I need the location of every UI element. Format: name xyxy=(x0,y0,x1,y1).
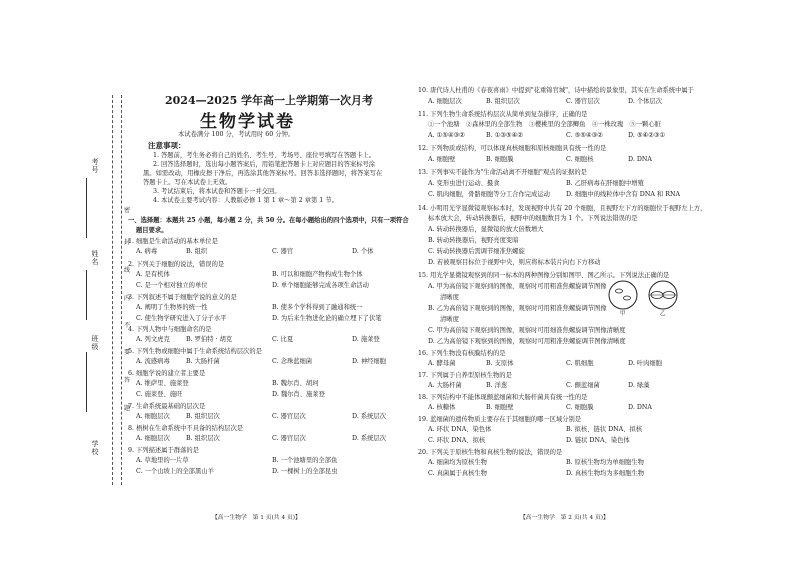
note-2c: 答题卡上。写在本试卷上无效。 xyxy=(143,179,232,186)
notes-title: 注意事项： xyxy=(148,141,186,150)
option-q10: B. 组织层次 xyxy=(486,98,520,105)
option-q10: C. 器官层次 xyxy=(566,98,600,105)
option-q18: C. 细胞膜 xyxy=(566,404,594,411)
section-1-heading: 一、选择题：本题共 25 小题，每小题 2 分，共 50 分。在每小题给出的四个选项中，只有一项符合 xyxy=(128,217,409,224)
option-q8: A. 细胞层次 xyxy=(136,435,170,442)
option-q1: A. 病毒 xyxy=(136,248,158,255)
option-q5: C. 念珠蓝细菌 xyxy=(272,358,313,365)
option-q13: B. 乙肝病毒在肝细胞中增殖 xyxy=(566,180,644,187)
option-q8: B. 组织层次 xyxy=(186,435,220,442)
question-q20: 20. 下列关于原核生物和真核生物的说法，错误的是 xyxy=(418,449,563,456)
banji-label: 班级 xyxy=(91,335,99,351)
view-jia-circle xyxy=(609,281,637,309)
option-q19: C. 环状 DNA、拟核 xyxy=(428,437,486,444)
option-q5: B. 大肠杆菌 xyxy=(186,358,220,365)
seal-char: 不 xyxy=(124,322,131,329)
microscope-figure xyxy=(605,280,685,320)
note-4: 4. 本试卷主要考试内容：人教版必修 1 第 1 章～第 2 章第 1 节。 xyxy=(153,197,338,204)
option-q7: A. 细胞层次 xyxy=(136,413,170,420)
option-q6: C. 施莱登、施旺 xyxy=(136,391,183,398)
seal-char: 要 xyxy=(124,349,131,356)
exam-title: 生物学试卷 xyxy=(200,112,295,132)
option-q16: B. 支原体 xyxy=(486,360,514,367)
question-q19: 19. 蓝细菌的遗传物质主要存在于其细胞的哪一区域分别是 xyxy=(418,416,582,423)
kaohao-writing-line xyxy=(86,178,87,238)
option-q19: D. 链状 DNA、染色体 xyxy=(566,437,630,444)
option-q20: B. 原核生物均为单细胞生物 xyxy=(566,459,644,466)
option-q12: C. 细胞核 xyxy=(566,156,594,163)
option-q15: 清晰度 xyxy=(440,294,459,301)
option-q8: D. 系统层次 xyxy=(352,435,387,442)
option-q2: B. 可以和细胞产物构成生物个体 xyxy=(272,271,363,278)
q11-items: ①一个池塘 ②森林里的全部生物 ③樱桃里的全部鲫鱼 ④一株玫瑰 ⑤一颗心脏 xyxy=(428,121,661,128)
question-q4: 4. 下列人物中与细胞命名的是 xyxy=(128,326,212,333)
option-q3: C. 使生物学研究进入了分子水平 xyxy=(136,315,227,322)
question-q13: 13. 下列事实不能作为"生命活动离不开细胞"观点的证据的是 xyxy=(418,169,587,176)
option-q20: D. 真核生物均为多细胞生物 xyxy=(566,470,645,477)
option-q7: B. 组织层次 xyxy=(186,413,220,420)
note-2b: 黑。如需改动，用橡皮擦干净后，再选涂其他答案标号。回答非选择题时，将答案写在 xyxy=(143,170,383,177)
fig-label-jia: 甲 xyxy=(620,311,626,317)
question-q15: 15. 用光学显微镜观察到的同一标本的两种图像分别如图甲、图乙所示。下列说法正确的是 xyxy=(418,272,670,279)
question-q16: 16. 下列生物没有核膜结构的是 xyxy=(418,350,506,357)
banji-writing-line xyxy=(86,352,87,412)
option-q10: A. 细胞层次 xyxy=(428,98,462,105)
score-note: 本试卷满分 100 分，考试用时 60 分钟。 xyxy=(178,131,295,138)
option-q12: B. 细胞膜 xyxy=(486,156,514,163)
option-q17: C. 颤蓝细菌 xyxy=(566,382,600,389)
option-q5: A. 流感病毒 xyxy=(136,358,170,365)
option-q7: C. 器官层次 xyxy=(272,413,306,420)
option-q13: C. 肌肉细胞，骨骼细胞等分工合作完成运动 xyxy=(428,191,550,198)
option-q3: D. 为后来生物进化论的确立埋下了伏笔 xyxy=(272,315,382,322)
option-q6: B. 魏尔肖、胡珂 xyxy=(272,380,319,387)
option-q12: A. 细胞壁 xyxy=(428,156,456,163)
option-q20: A. 细菌均为原核生物 xyxy=(428,459,487,466)
seal-dashed-line-2 xyxy=(121,95,122,485)
option-q15: A. 甲为高倍镜下观察到的图像，观察时可用粗准焦螺旋调节图像 xyxy=(428,283,607,290)
question-q6: 6. 细胞学说的建立者主要是 xyxy=(128,370,206,377)
question-q12: 12. 下列物质或结构，可以体现真核细胞和原核细胞具有统一性的是 xyxy=(418,145,607,152)
xingming-writing-line xyxy=(86,270,87,320)
option-q16: C. 肌细胞 xyxy=(566,360,594,367)
option-q20: C. 真菌属于真核生物 xyxy=(428,470,487,477)
seal-char: 封 xyxy=(124,239,131,246)
question-q3: 3. 下列叙述不属于细胞学说的意义的是 xyxy=(128,294,237,301)
option-q9: A. 草地里的一片草 xyxy=(136,457,189,464)
option-q2: A. 是有机体 xyxy=(136,271,170,278)
section-1-heading-b: 题目要求。 xyxy=(136,227,168,234)
seal-char: 内 xyxy=(124,295,131,302)
page-1-footer: 【高一生物学 第 1 页(共 4 页)】 xyxy=(212,515,301,521)
option-q2: D. 单个细胞能够完成各项生命活动 xyxy=(272,282,369,289)
option-q12: D. DNA xyxy=(628,156,652,163)
option-q4: D. 施莱登 xyxy=(352,336,380,343)
option-q11: A. ①⑤④③② xyxy=(428,132,465,139)
option-q13: D. 细胞中的线粒体中含有 DNA 和 RNA xyxy=(566,191,681,198)
option-q17: A. 大肠杆菌 xyxy=(428,382,462,389)
option-q16: D. 叶肉细胞 xyxy=(628,360,663,367)
question-q2: 2. 下列关于细胞的说法，错误的是 xyxy=(128,261,225,268)
note-2: 2. 回答选择题时，选出每小题答案后，用铅笔把答题卡上对应题目的答案标号涂 xyxy=(153,161,376,168)
note-1: 1. 答题前，考生务必将自己的姓名、考生号、考场号、座位号填写在答题卡上。 xyxy=(153,152,376,159)
option-q9: C. 一个山坡上的全部黑山羊 xyxy=(136,468,214,475)
question-q8: 8. 梧树在生命系统中不具备的结构层次是 xyxy=(128,425,244,432)
question-q18: 18. 下列结构中不能体现颤蓝细菌和大肠杆菌具有统一性的是 xyxy=(418,394,588,401)
option-q14: D. 若被观察目标位于视野中央，则应将标本装片向右下方移动 xyxy=(428,259,601,266)
option-q10: D. 个体层次 xyxy=(628,98,663,105)
option-q1: B. 组织 xyxy=(186,248,208,255)
option-q19: A. 环状 DNA、染色体 xyxy=(428,426,492,433)
option-q13: A. 变形虫进行运动、摄食 xyxy=(428,180,500,187)
option-q9: D. 一棵树上的全部昆虫 xyxy=(272,468,338,475)
option-q14: B. 转动转换器后，视野亮度变暗 xyxy=(428,237,519,244)
option-q8: C. 器官层次 xyxy=(272,435,306,442)
option-q17: D. 绿藻 xyxy=(628,382,650,389)
option-q7: D. 系统层次 xyxy=(352,413,387,420)
option-q1: C. 器官 xyxy=(272,248,294,255)
option-q14: C. 转动转换器后需调节细准焦螺旋 xyxy=(428,248,525,255)
option-q2: C. 是一个相对独立的单位 xyxy=(136,282,208,289)
option-q15: 清晰度 xyxy=(440,316,459,323)
option-q18: B. 细胞壁 xyxy=(486,404,514,411)
option-q15: C. 甲为高倍镜下观察到的图像，观察时可用细准焦螺旋调节图像清晰度 xyxy=(428,327,626,334)
option-q4: B. 罗伯特 · 胡克 xyxy=(186,336,233,343)
page-2-footer: 【高一生物学 第 2 页(共 4 页)】 xyxy=(520,515,609,521)
question-q9: 9. 下列描述属于群落的是 xyxy=(128,447,199,454)
note-3: 3. 考试结束后，将本试卷和答题卡一并交回。 xyxy=(153,188,281,195)
option-q4: C. 比夏 xyxy=(272,336,294,343)
question-q10: 10. 唐代诗人杜甫的《春夜喜雨》中提到"花重锦官城"，诗中描绘的景象里，其实在生命系统中属于 xyxy=(418,87,694,94)
option-q3: A. 阐明了生物界的统一性 xyxy=(136,304,208,311)
seal-char: 题 xyxy=(124,405,131,412)
question-q7: 7. 生命系统最基础的层次是 xyxy=(128,403,206,410)
option-q6: D. 魏尔肖、施莱登 xyxy=(272,391,325,398)
question-q11: 11. 下列生物生命系统结构层次从简单到复杂排序，正确的是 xyxy=(418,111,588,118)
xingming-label: 姓名 xyxy=(91,250,99,266)
option-q19: B. 拟核、链状 DNA、拟核 xyxy=(566,426,643,433)
option-q16: A. 酵母菌 xyxy=(428,360,456,367)
option-q5: D. 神经细胞 xyxy=(352,358,387,365)
option-q11: C. ⑤⑤④③② xyxy=(566,132,603,139)
fig-label-yi: 乙 xyxy=(660,311,666,317)
exam-header: 2024—2025 学年高一上学期第一次月考 xyxy=(165,94,374,107)
option-q11: D. ⑤④②③① xyxy=(628,132,666,139)
option-q15: B. 乙为高倍镜下观察到的图像，观察时可用粗准焦螺旋调节图像 xyxy=(428,305,607,312)
option-q17: B. 洋葱 xyxy=(486,382,508,389)
question-q14-b: 标本放大会，转动转换器后，视野中的细胞数目为 1 个。下列说法错误的是 xyxy=(428,215,638,222)
seal-dashed-line xyxy=(112,95,113,485)
option-q18: A. 核糖体 xyxy=(428,404,456,411)
seal-char: 答 xyxy=(124,377,131,384)
cell-jia-1 xyxy=(616,289,623,293)
option-q11: B. ①③⑤④② xyxy=(486,132,523,139)
question-q17: 17. 下列属于自养型原核生物的是 xyxy=(418,372,512,379)
question-q5: 5. 下列生物或细胞中属于生命系统结构层次的是 xyxy=(128,348,262,355)
option-q15: D. 乙为高倍镜下观察到的图像，观察时可用粗准焦螺旋调节图像清晰度 xyxy=(428,338,626,345)
option-q9: B. 一个池塘里的全部鱼 xyxy=(272,457,338,464)
kaohao-label: 考号 xyxy=(91,158,99,174)
seal-char: 密 xyxy=(124,207,131,214)
option-q14: A. 转动转换器后，显微镜的放大倍数增大 xyxy=(428,226,544,233)
option-q18: D. DNA xyxy=(628,404,652,411)
option-q6: A. 维萨里、施莱登 xyxy=(136,380,189,387)
cell-jia-2 xyxy=(624,296,631,300)
question-q14: 14. 小明用光学显微镜观察标本时，发现视野中共有 20 个细胞，且视野左下方的细胞位于视野左上方， xyxy=(418,205,707,212)
seal-char: 线 xyxy=(124,267,131,274)
option-q3: B. 使多个学科得到了融通和统一 xyxy=(272,304,363,311)
question-q1: 1. 细胞是生命活动的基本单位是 xyxy=(128,238,218,245)
option-q4: A. 列文虎克 xyxy=(136,336,170,343)
xuexiao-label: 学校 xyxy=(91,440,99,456)
option-q1: D. 个体 xyxy=(352,248,374,255)
